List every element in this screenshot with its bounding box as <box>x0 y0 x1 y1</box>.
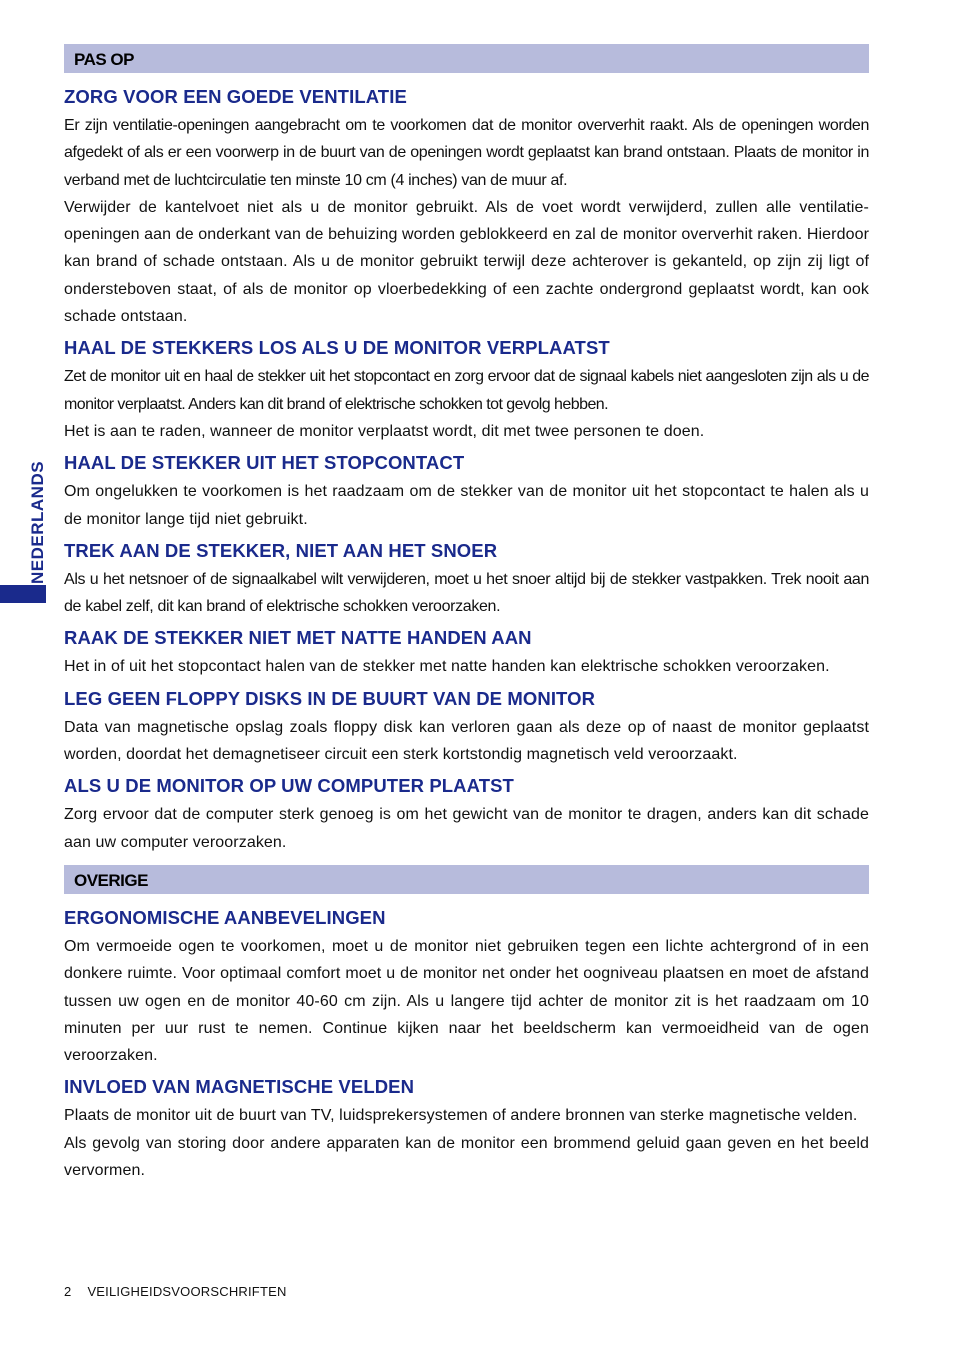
section-paragraph: Om vermoeide ogen te voorkomen, moet u de monitor niet gebruiken tegen een lichte achtergrond of in een donkere ruimte. Voor optimaal comfort moet u de monitor net onder het oogniveau plaatsen en moet de afstand tussen uw ogen en de monitor 40-60 cm zijn. Als u langere tijd achter de monitor zit is het raadzaam om 10 minuten per uur rust te nemen. Continue kijken naar het beeldscherm kan vermoeidheid van de ogen veroorzaken. <box>64 937 869 1065</box>
section-heading: RAAK DE STEKKER NIET MET NATTE HANDEN AAN <box>64 627 532 649</box>
section-paragraph: Zorg ervoor dat de computer sterk genoeg is om het gewicht van de monitor te dragen, anders kan dit schade aan uw computer veroorzaken. <box>64 806 869 851</box>
section-paragraph: Om ongelukken te voorkomen is het raadzaam om de stekker van de monitor uit het stopcontact te halen als u de monitor lange tijd niet gebruikt. <box>64 483 869 528</box>
section-magnetic-fields <box>64 1076 869 1184</box>
section-paragraph: Als gevolg van storing door andere apparaten kan de monitor een brommend geluid gaan geven en het beeld vervormen. <box>64 1134 869 1180</box>
page-number: 2 <box>64 1284 72 1299</box>
section-heading: HAAL DE STEKKERS LOS ALS U DE MONITOR VERPLAATST <box>64 337 610 359</box>
caution-section-bar: PAS OP <box>64 44 869 73</box>
section-heading: ZORG VOOR EEN GOEDE VENTILATIE <box>64 86 407 107</box>
section-floppy-disks <box>64 688 869 769</box>
section-paragraph: Als u het netsnoer of de signaalkabel wilt verwijderen, moet u het snoer altijd bij de stekker vastpakken. Trek nooit aan de kabel zelf, dit kan brand of elektrische schokken veroorzaken. <box>64 570 869 616</box>
section-heading: TREK AAN DE STEKKER, NIET AAN HET SNOER <box>64 539 498 561</box>
section-heading: HAAL DE STEKKER UIT HET STOPCONTACT <box>64 452 465 474</box>
section-monitor-on-computer <box>64 775 869 856</box>
section-heading: ALS U DE MONITOR OP UW COMPUTER PLAATST <box>64 775 514 797</box>
section-heading: ERGONOMISCHE AANBEVELINGEN <box>64 906 386 928</box>
section-paragraph: Verwijder de kantelvoet niet als u de monitor gebruikt. Als de voet wordt verwijderd, zullen alle ventilatie-openingen aan de onderkant van de behuizing worden geblokkeerd en zal de monitor oververhit raken. Hierdoor kan brand of schade ontstaan. Als u de monitor gebruikt terwijl deze achterover is gekanteld, op zijn zij ligt of ondersteboven staat, of als de monitor op vloerbedekking of een zachte ondergrond geplaatst wordt, kan ook schade ontstaan. <box>64 198 869 326</box>
section-ergonomics <box>64 907 869 1069</box>
page-footer <box>64 1284 303 1299</box>
section-wet-hands <box>64 627 869 680</box>
section-paragraph: Data van magnetische opslag zoals floppy disk kan verloren gaan als deze op of naast de monitor geplaatst worden, doordat het demagnetiseer circuit een sterk kortstondig magnetisch veld veroorzaakt. <box>64 718 869 764</box>
language-side-label: NEDERLANDS <box>28 460 47 584</box>
footer-section-name: VEILIGHEIDSVOORSCHRIFTEN <box>87 1284 287 1299</box>
language-side-tab <box>0 585 46 603</box>
section-pull-plug <box>64 540 869 621</box>
section-unplug-when-moving <box>64 337 869 445</box>
section-heading: INVLOED VAN MAGNETISCHE VELDEN <box>64 1076 415 1098</box>
section-paragraph: Het is aan te raden, wanneer de monitor verplaatst wordt, dit met twee personen te doen. <box>64 422 705 440</box>
section-heading: LEG GEEN FLOPPY DISKS IN DE BUURT VAN DE MONITOR <box>64 687 596 709</box>
section-ventilation <box>64 86 869 330</box>
other-section-bar: OVERIGE <box>64 865 869 894</box>
document-body <box>64 44 869 1191</box>
section-unplug-from-outlet <box>64 452 869 533</box>
section-paragraph: Het in of uit het stopcontact halen van de stekker met natte handen kan elektrische schokken veroorzaken. <box>64 658 830 676</box>
section-paragraph: Zet de monitor uit en haal de stekker uit het stopcontact en zorg ervoor dat de signaal kabels niet aangesloten zijn als u de monitor verplaatst. Anders kan dit brand of elektrische schokken tot gevolg hebben. <box>64 368 869 413</box>
section-paragraph: Er zijn ventilatie-openingen aangebracht om te voorkomen dat de monitor oververhit raakt. Als de openingen worden afgedekt of als er een voorwerp in de buurt van de openingen wordt geplaatst kan brand ontstaan. Plaats de monitor in verband met de luchtcirculatie ten minste 10 cm (4 inches) van de muur af. <box>64 117 869 189</box>
section-paragraph: Plaats de monitor uit de buurt van TV, luidsprekersystemen of andere bronnen van sterke magnetische velden. <box>64 1107 858 1125</box>
